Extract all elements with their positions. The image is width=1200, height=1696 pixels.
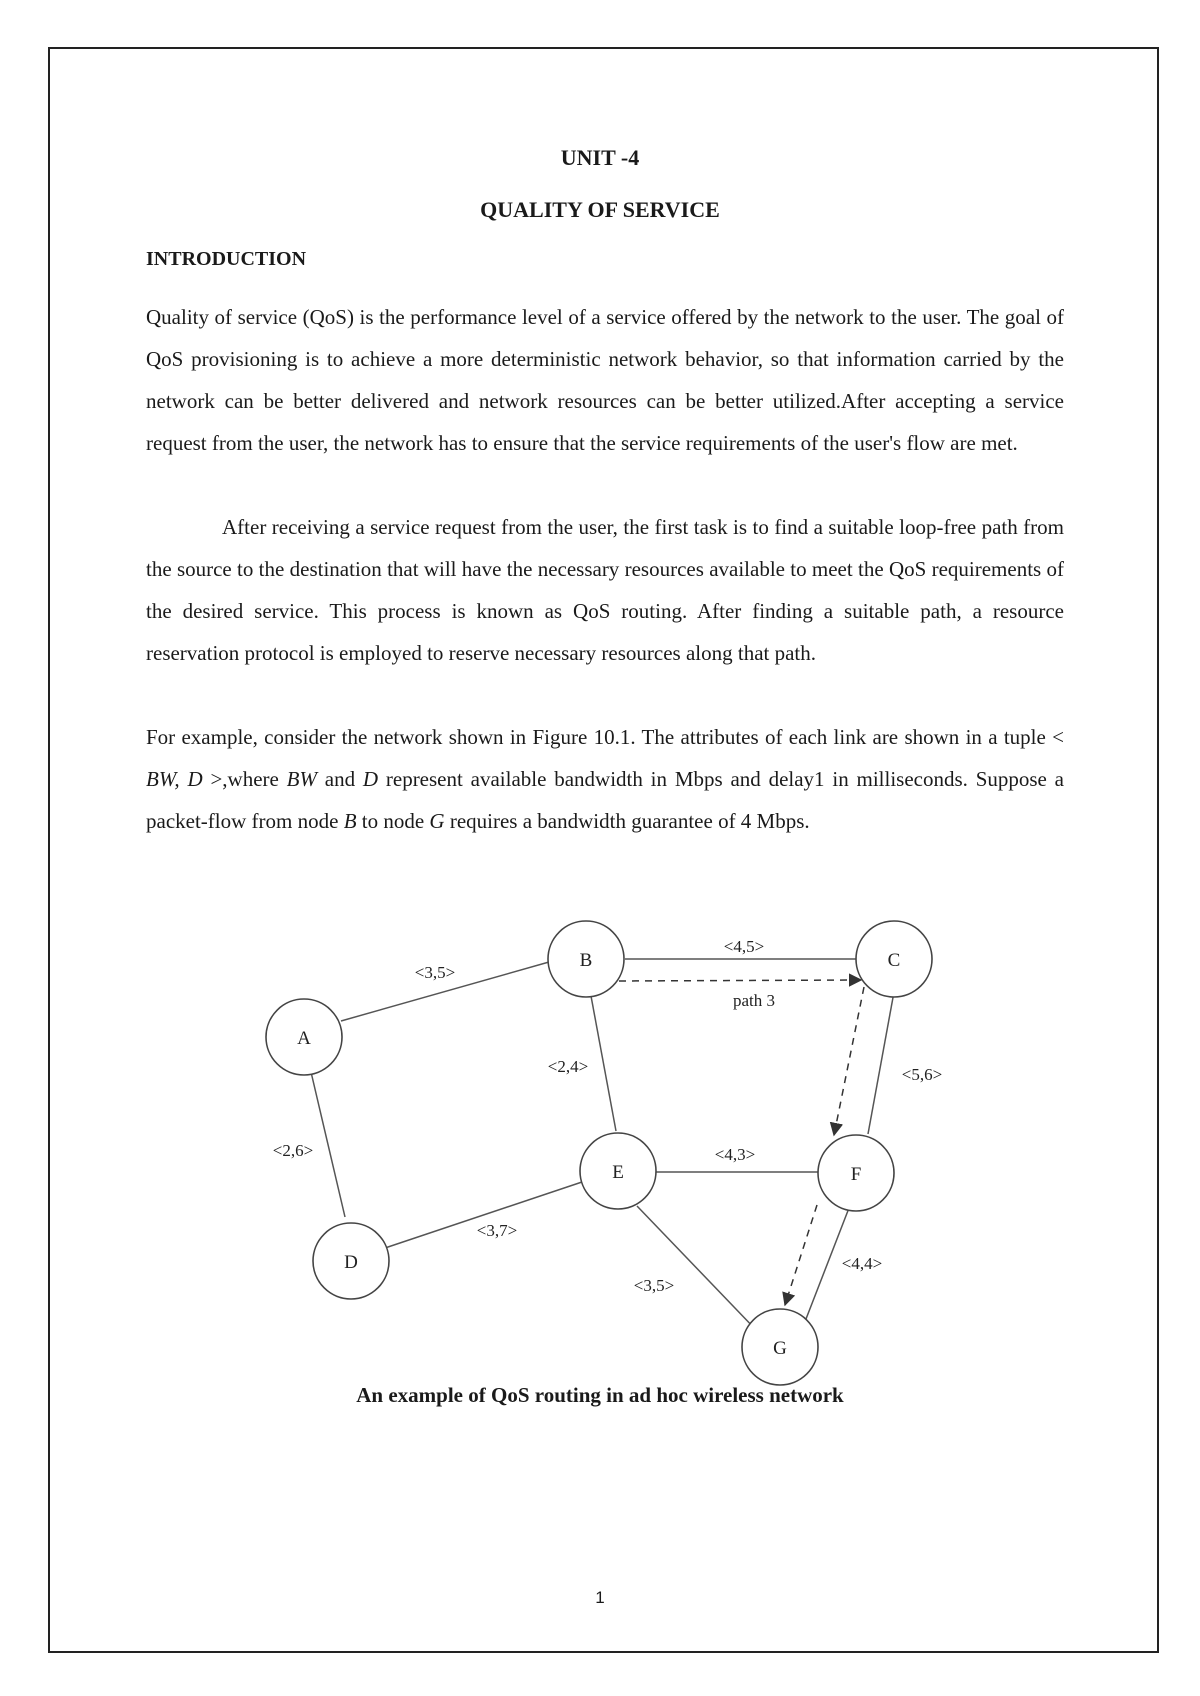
bw-term: BW	[146, 767, 175, 791]
edge-label-f-g: <4,4>	[841, 1254, 883, 1273]
edge-label-e-f: <4,3>	[714, 1145, 756, 1164]
node-a-label: A	[297, 1028, 311, 1049]
example-text: represent available bandwidth in Mbps and delay1 in milliseconds. Suppose a packet-flow from node	[146, 767, 1064, 833]
page-title: QUALITY OF SERVICE	[480, 197, 720, 222]
tuple-separator: ,	[174, 767, 188, 791]
delay-term: D	[187, 767, 203, 791]
path-arrow-f-g	[785, 1205, 817, 1305]
edge-label-b-c: <4,5>	[723, 937, 765, 956]
edge-a-d	[311, 1072, 345, 1217]
edge-label-a-b: <3,5>	[414, 963, 456, 982]
paragraph-qos-routing: After receiving a service request from the user, the first task is to find a suitable loop-free path from the source to the destination that will have the necessary resources available to meet the QoS requirements of the desired service. This process is known as QoS routing. After finding a suitable path, a resource reservation protocol is employed to reserve necessary resources along that path.	[146, 515, 1064, 665]
edge-e-g	[637, 1206, 758, 1332]
unit-heading: UNIT -4	[560, 145, 640, 170]
edge-label-b-e: <2,4>	[547, 1057, 589, 1076]
paragraph-example	[146, 716, 1064, 842]
node-d-label: D	[344, 1252, 358, 1273]
paragraph-intro: Quality of service (QoS) is the performance level of a service offered by the network to the user. The goal of QoS provisioning is to achieve a more deterministic network behavior, so that information carried by the network can be better delivered and network resources can be better utilized.After accepting a service request from the user, the network has to ensure that the service requirements of the user's flow are met.	[146, 305, 1064, 455]
edge-label-d-e: <3,7>	[476, 1221, 518, 1240]
node-e-label: E	[612, 1162, 624, 1183]
node-f	[818, 1135, 894, 1211]
destination-node-term: G	[429, 809, 445, 833]
path-arrow-b-c	[619, 980, 861, 981]
path-arrow-c-f	[834, 987, 864, 1135]
example-text: and	[316, 767, 363, 791]
example-text: >,where	[202, 767, 287, 791]
node-g	[742, 1309, 818, 1385]
node-c-label: C	[887, 950, 901, 971]
page-number: 1	[595, 1588, 605, 1607]
edge-label-a-d: <2,6>	[272, 1141, 314, 1160]
node-b-label: B	[579, 950, 593, 971]
node-d	[313, 1223, 389, 1299]
node-a	[266, 999, 342, 1075]
source-node-term: B	[343, 809, 357, 833]
node-f-label: F	[850, 1164, 862, 1185]
node-e	[580, 1133, 656, 1209]
edge-c-f	[868, 992, 894, 1134]
delay-term: D	[362, 767, 379, 791]
node-g-label: G	[773, 1338, 787, 1359]
edge-b-e	[591, 996, 616, 1131]
node-b	[548, 921, 624, 997]
node-c	[856, 921, 932, 997]
network-diagram	[0, 900, 1200, 1400]
page-border	[48, 47, 1159, 1653]
example-text: requires a bandwidth guarantee of 4 Mbps.	[444, 809, 810, 833]
section-heading: INTRODUCTION	[146, 248, 307, 270]
bw-term: BW	[286, 767, 317, 791]
example-text: to node	[356, 809, 430, 833]
edge-label-c-f: <5,6>	[901, 1065, 943, 1084]
example-text: For example, consider the network shown in Figure 10.1. The attributes of each link are shown in a tuple <	[146, 725, 1064, 749]
edge-label-e-g: <3,5>	[633, 1276, 675, 1295]
figure-caption: An example of QoS routing in ad hoc wireless network	[356, 1383, 844, 1407]
path-label: path 3	[732, 991, 776, 1010]
